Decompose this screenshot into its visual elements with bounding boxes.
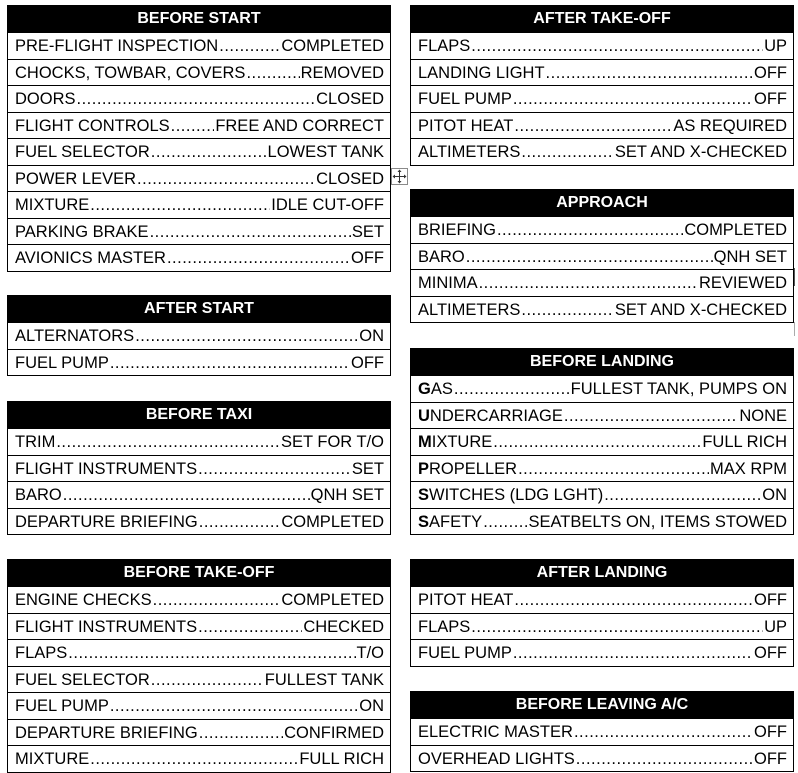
leader-dots: [546, 60, 753, 86]
leader-dots: [198, 456, 351, 482]
item-label: [418, 403, 563, 429]
checklist-row: [8, 218, 390, 245]
item-label: PITOT HEAT: [418, 116, 514, 135]
checklist-row: [411, 243, 793, 270]
checklist-before-takeoff: [7, 559, 391, 773]
item-label: ALTIMETERS: [418, 143, 521, 161]
checklist-row: [411, 32, 793, 59]
item-label: BRIEFING: [418, 221, 496, 239]
item-value: OFF: [754, 644, 787, 662]
leader-dots: [514, 113, 672, 139]
item-value: NONE: [739, 406, 787, 425]
checklist-row: [8, 666, 390, 693]
item-label-rest: NDERCARRIAGE: [429, 406, 563, 425]
item-value: UP: [764, 37, 787, 55]
item-label: OVERHEAD LIGHTS: [418, 749, 575, 768]
leader-dots: [137, 166, 315, 192]
item-label: BARO: [418, 247, 465, 266]
item-value: T/O: [356, 644, 384, 662]
checklist-row: [411, 138, 793, 165]
item-value: SEATBELTS ON, ITEMS STOWED: [528, 512, 787, 531]
item-label: DEPARTURE BRIEFING: [15, 723, 198, 742]
item-label: MIXTURE: [15, 196, 90, 214]
checklist-row: [8, 639, 390, 666]
item-value: MAX RPM: [709, 459, 787, 478]
section-title: BEFORE LEAVING A/C: [411, 692, 793, 718]
checklist-row: [8, 32, 390, 59]
leader-dots: [171, 113, 215, 139]
mnemonic-letter: G: [418, 380, 431, 398]
item-label: FLAPS: [15, 644, 68, 662]
item-value: CONFIRMED: [284, 723, 384, 742]
checklist-row: [411, 85, 793, 112]
item-value: SET AND X-CHECKED: [614, 143, 787, 161]
checklist-row: [411, 639, 793, 666]
checklist-row: [8, 692, 390, 719]
item-value: FULLEST TANK, PUMPS ON: [570, 380, 787, 398]
checklist-row: [411, 428, 793, 455]
checklist-before-leaving: [410, 691, 794, 772]
item-label: ENGINE CHECKS: [15, 591, 152, 609]
checklist-row: [411, 481, 793, 508]
item-value: QNH SET: [713, 247, 787, 266]
item-label: FUEL PUMP: [15, 353, 109, 372]
item-label: FUEL PUMP: [418, 90, 512, 108]
item-value: REVIEWED: [698, 274, 787, 292]
checklist-row: [8, 191, 390, 218]
item-label: [418, 376, 453, 402]
item-value: IDLE CUT-OFF: [271, 196, 384, 214]
item-label: FLIGHT CONTROLS: [15, 116, 170, 135]
item-value: SET: [351, 222, 384, 241]
leader-dots: [514, 587, 753, 613]
leader-dots: [574, 719, 753, 745]
item-label: FLIGHT INSTRUMENTS: [15, 459, 198, 478]
text-cursor-mark: [794, 322, 795, 336]
item-value: COMPLETED: [281, 591, 384, 609]
leader-dots: [153, 587, 281, 613]
leader-dots: [151, 667, 264, 693]
leader-dots: [576, 746, 753, 772]
leader-dots: [483, 509, 527, 535]
section-title: BEFORE TAXI: [8, 402, 390, 428]
item-value: REMOVED: [300, 63, 384, 82]
checklist-before-start: [7, 5, 391, 272]
checklist-row: [8, 112, 390, 139]
item-label: AVIONICS MASTER: [15, 249, 166, 267]
item-value: AS REQUIRED: [673, 116, 787, 135]
item-value: CLOSED: [316, 90, 384, 108]
checklist-after-start: [7, 295, 391, 376]
leader-dots: [110, 693, 358, 719]
checklist-row: [411, 402, 793, 429]
section-title: BEFORE LANDING: [411, 349, 793, 375]
checklist-row: [411, 718, 793, 745]
item-label: FUEL SELECTOR: [15, 670, 150, 689]
leader-dots: [90, 192, 270, 218]
leader-dots: [521, 139, 614, 165]
item-value: FULLEST TANK: [264, 670, 384, 689]
leader-dots: [521, 297, 614, 323]
item-value: ON: [359, 327, 384, 345]
section-title: AFTER START: [8, 296, 390, 322]
item-value: COMPLETED: [281, 512, 384, 531]
item-value: ON: [762, 486, 787, 504]
mnemonic-letter: S: [418, 512, 430, 531]
text-cursor-mark: [794, 268, 795, 286]
leader-dots: [199, 720, 283, 746]
item-value: ON: [359, 697, 384, 715]
item-label: FUEL SELECTOR: [15, 143, 150, 161]
checklist-row: [8, 428, 390, 455]
leader-dots: [150, 219, 351, 245]
checklist-row: [8, 719, 390, 746]
item-label: CHOCKS, TOWBAR, COVERS: [15, 63, 246, 82]
item-label-rest: ROPELLER: [429, 459, 518, 478]
leader-dots: [513, 640, 753, 666]
item-label: ALTIMETERS: [418, 300, 521, 319]
checklist-row: [411, 216, 793, 243]
checklist-row: [8, 138, 390, 165]
item-label: POWER LEVER: [15, 169, 137, 188]
item-label: FUEL PUMP: [15, 697, 109, 715]
leader-dots: [167, 245, 350, 271]
item-value: OFF: [754, 591, 787, 609]
checklist-row: [411, 375, 793, 402]
section-title: AFTER LANDING: [411, 560, 793, 586]
leader-dots: [246, 60, 299, 86]
checklist-row: [8, 455, 390, 482]
mnemonic-letter: S: [418, 486, 430, 504]
item-value: OFF: [754, 749, 787, 768]
leader-dots: [198, 614, 302, 640]
leader-dots: [471, 614, 763, 640]
leader-dots: [493, 429, 701, 455]
leader-dots: [564, 403, 738, 429]
item-label: [418, 509, 482, 535]
checklist-after-landing: [410, 559, 794, 667]
leader-dots: [471, 33, 763, 59]
leader-dots: [518, 456, 709, 482]
checklist-row: [8, 586, 390, 613]
item-label: ELECTRIC MASTER: [418, 723, 573, 741]
item-value: COMPLETED: [281, 37, 384, 55]
item-label: [418, 456, 517, 482]
item-label: DEPARTURE BRIEFING: [15, 512, 198, 531]
item-label: TRIM: [15, 433, 56, 451]
section-title: BEFORE START: [8, 6, 390, 32]
leader-dots: [604, 482, 761, 508]
checklist-after-takeoff: [410, 5, 794, 166]
checklist-row: [8, 59, 390, 86]
checklist-row: [411, 269, 793, 296]
item-label: LANDING LIGHT: [418, 63, 545, 82]
item-value: OFF: [754, 63, 787, 82]
checklist-row: [8, 613, 390, 640]
leader-dots: [454, 376, 570, 402]
checklist-row: [8, 349, 390, 376]
leader-dots: [513, 86, 753, 112]
checklist-row: [411, 586, 793, 613]
item-value: CLOSED: [316, 169, 384, 188]
leader-dots: [68, 640, 355, 666]
item-label: [418, 429, 492, 455]
item-value: OFF: [351, 249, 384, 267]
item-label: BARO: [15, 486, 62, 504]
item-label: FUEL PUMP: [418, 644, 512, 662]
checklist-row: [8, 481, 390, 508]
leader-dots: [466, 244, 713, 270]
item-label: PRE-FLIGHT INSPECTION: [15, 37, 219, 55]
checklist-row: [8, 85, 390, 112]
checklist-row: [8, 508, 390, 535]
item-label: DOORS: [15, 90, 76, 108]
mnemonic-letter: P: [418, 459, 430, 478]
section-title: APPROACH: [411, 190, 793, 216]
leader-dots: [135, 323, 358, 349]
item-value: SET FOR T/O: [281, 433, 384, 451]
leader-dots: [110, 350, 350, 376]
item-label: ALTERNATORS: [15, 327, 135, 345]
item-label: PARKING BRAKE: [15, 222, 149, 241]
item-value: UP: [764, 617, 787, 636]
item-value: CHECKED: [303, 617, 384, 636]
item-value: FREE AND CORRECT: [215, 116, 384, 135]
item-value: SET AND X-CHECKED: [614, 300, 787, 319]
item-label-rest: AS: [430, 380, 453, 398]
item-label: PITOT HEAT: [418, 591, 514, 609]
checklist-row: [8, 244, 390, 271]
item-label: FLAPS: [418, 37, 471, 55]
item-label: FLIGHT INSTRUMENTS: [15, 617, 198, 636]
item-label-rest: WITCHES (LDG LGHT): [429, 486, 604, 504]
mnemonic-letter: M: [418, 433, 432, 451]
checklist-row: [411, 112, 793, 139]
leader-dots: [151, 139, 267, 165]
item-value: SET: [351, 459, 384, 478]
checklist-row: [411, 59, 793, 86]
checklist-row: [411, 745, 793, 772]
item-value: COMPLETED: [684, 221, 787, 239]
checklist-before-landing: [410, 348, 794, 535]
item-label-rest: AFETY: [429, 512, 483, 531]
leader-dots: [90, 746, 298, 772]
item-label: FLAPS: [418, 617, 471, 636]
item-value: OFF: [754, 723, 787, 741]
checklist-row: [411, 455, 793, 482]
item-label-rest: IXTURE: [431, 433, 493, 451]
item-label: [418, 482, 603, 508]
checklist-before-taxi: [7, 401, 391, 535]
leader-dots: [63, 482, 310, 508]
mnemonic-letter: U: [418, 406, 430, 425]
checklist-row: [8, 322, 390, 349]
checklist-row: [8, 745, 390, 772]
checklist-row: [8, 165, 390, 192]
leader-dots: [77, 86, 316, 112]
checklist-row: [411, 296, 793, 323]
item-value: OFF: [351, 353, 384, 372]
item-value: OFF: [754, 90, 787, 108]
leader-dots: [479, 270, 698, 296]
section-title: AFTER TAKE-OFF: [411, 6, 793, 32]
leader-dots: [199, 509, 281, 535]
section-title: BEFORE TAKE-OFF: [8, 560, 390, 586]
item-value: FULL RICH: [299, 750, 384, 768]
leader-dots: [56, 429, 280, 455]
item-value: LOWEST TANK: [267, 143, 384, 161]
move-arrows-icon[interactable]: [391, 168, 408, 185]
item-value: QNH SET: [310, 486, 384, 504]
checklist-approach: [410, 189, 794, 323]
leader-dots: [219, 33, 280, 59]
item-value: FULL RICH: [702, 433, 787, 451]
checklist-row: [411, 613, 793, 640]
leader-dots: [497, 217, 683, 243]
checklist-row: [411, 508, 793, 535]
item-label: MINIMA: [418, 274, 478, 292]
item-label: MIXTURE: [15, 750, 90, 768]
